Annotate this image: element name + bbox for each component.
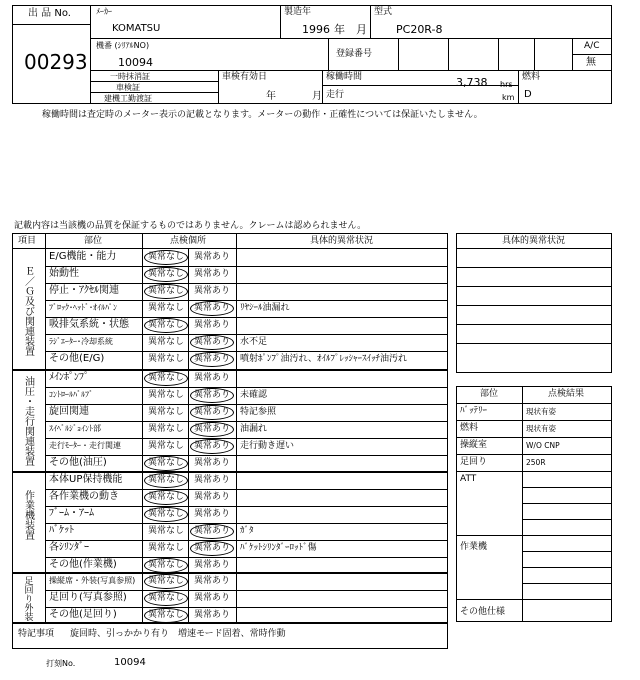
year-value: 1996 [302,23,330,36]
selection-circle [144,490,188,505]
selection-circle [144,473,188,488]
option-abnormal: 異常あり [194,593,231,603]
selection-circle [144,591,188,606]
option-normal: 異常なし [148,441,185,451]
notice-quality: 記載内容は当該機の品質を保証するものではありません。クレームは認められません。 [14,221,367,231]
option-abnormal: 異常あり [194,373,231,383]
hours-label: 稼働時間 [326,72,363,82]
option-normal: 異常なし [148,269,185,279]
month-unit: 月 [356,23,367,36]
option-normal: 異常なし [148,390,185,400]
right-top-header: 具体的異常状況 [502,236,566,246]
selection-circle [190,439,234,454]
work-label: 作業機 [460,542,488,552]
result-header-part: 部位 [480,389,499,399]
group-label-hydraulic: 油圧・走行関連装置 [22,376,34,466]
option-abnormal: 異常あり [194,303,231,313]
selection-circle [190,541,234,556]
option-abnormal: 異常あり [194,337,231,347]
result-value-undercarriage: 250R [526,458,546,467]
option-normal: 異常なし [148,320,185,330]
selection-circle [144,558,188,573]
option-abnormal: 異常あり [194,441,231,451]
right-detail-box [456,233,612,373]
row-part: ﾊﾞｹｯﾄ [49,525,74,536]
row-part: ｺﾝﾄﾛｰﾙﾊﾞﾙﾌﾞ [49,390,93,399]
fuel-value: D [524,89,532,100]
option-normal: 異常なし [148,560,185,570]
row-part: その他(E/G) [49,353,105,364]
result-part-undercarriage: 足回り [460,457,488,467]
maker-label: ﾒｰｶｰ [96,7,112,16]
selection-circle [190,405,234,420]
header-part: 部位 [84,236,103,246]
group-label-undercarriage: 足回り外装 [22,576,33,621]
option-abnormal: 異常あり [194,390,231,400]
option-abnormal: 異常あり [194,560,231,570]
model-label: 型式 [374,7,393,17]
option-normal: 異常なし [148,354,185,364]
result-part-cab: 操縦室 [460,440,488,450]
row-part: 旋回関連 [49,406,89,417]
selection-circle [190,352,234,367]
row-part: ﾗｼﾞｴｰﾀｰ･冷却系統 [49,337,113,346]
option-normal: 異常なし [148,286,185,296]
result-value-battery: 現状有姿 [526,407,556,416]
option-normal: 異常なし [148,337,185,347]
selection-circle [190,524,234,539]
maker-value: KOMATSU [112,23,161,34]
selection-circle [144,574,188,589]
selection-circle [144,318,188,333]
header-item: 項目 [18,236,37,246]
option-normal: 異常なし [148,458,185,468]
inspection-year-unit: 年 [266,91,276,102]
result-part-fuel: 燃料 [460,423,479,433]
row-detail: 油漏れ [240,424,268,434]
row-part: 吸排気系統・状態 [49,319,129,330]
row-part: その他(足回り) [49,609,117,620]
option-normal: 異常なし [148,373,185,383]
temp-cancel-label: 一時抹消証 [110,72,150,81]
notice-hours: 稼働時間は査定時のメーター表示の記載となります。メーターの動作・正確性については保証いたしません。 [42,110,483,120]
selection-circle [190,335,234,350]
row-part: 走行ﾓｰﾀｰ・走行関連 [49,441,121,450]
serial-value: 10094 [118,56,153,69]
group-label-engine: Ｅ／Ｇ及び関連装置 [22,266,34,356]
row-part: 各作業機の動き [49,491,119,502]
row-part: 始動性 [49,268,79,279]
selection-circle [190,301,234,316]
option-abnormal: 異常あり [194,354,231,364]
row-part: ﾌﾞｰﾑ・ｱｰﾑ [49,508,94,519]
row-detail: 走行動き遅い [240,441,295,451]
travel-label: 走行 [326,90,345,100]
stamp-value: 10094 [114,657,146,668]
serial-label: 機番 (ｼﾘｱﾙNO) [96,41,150,50]
lot-label: 出 品 No. [28,8,71,19]
option-abnormal: 異常あり [194,576,231,586]
lot-number: 00293 [24,50,88,74]
option-abnormal: 異常あり [194,543,231,553]
option-abnormal: 異常あり [194,424,231,434]
option-abnormal: 異常あり [194,458,231,468]
option-abnormal: 異常あり [194,526,231,536]
option-abnormal: 異常あり [194,407,231,417]
row-detail: 水不足 [240,337,268,347]
header-block [12,5,612,104]
remarks-text: 旋回時、引っかかり有り 増速モード固着、常時作動 [70,629,286,639]
option-normal: 異常なし [148,543,185,553]
row-detail: ﾊﾞｹｯﾄｼﾘﾝﾀﾞｰﾛｯﾄﾞ傷 [240,543,317,553]
result-part-battery: ﾊﾞｯﾃﾘｰ [460,406,488,416]
construction-cert-label: 建機工勤渡証 [104,94,152,103]
option-abnormal: 異常あり [194,286,231,296]
hours-value: 3,738 [456,76,488,89]
inspection-valid-label: 車検有効日 [222,72,268,82]
option-normal: 異常なし [148,475,185,485]
option-abnormal: 異常あり [194,320,231,330]
option-abnormal: 異常あり [194,509,231,519]
option-normal: 異常なし [148,303,185,313]
km-unit: km [502,93,515,102]
option-normal: 異常なし [148,509,185,519]
option-abnormal: 異常あり [194,610,231,620]
ac-label: A/C [584,41,600,51]
row-part: 足回り(写真参照) [49,592,127,603]
option-abnormal: 異常あり [194,475,231,485]
row-part: ｽｲﾍﾞﾙｼﾞｮｲﾝﾄ部 [49,424,101,433]
option-abnormal: 異常あり [194,492,231,502]
selection-circle [190,388,234,403]
option-normal: 異常なし [148,526,185,536]
selection-circle [144,608,188,623]
att-label: ATT [460,474,477,484]
year-unit: 年 [334,23,345,36]
row-part: その他(油圧) [49,457,107,468]
option-abnormal: 異常あり [194,252,231,262]
row-part: 本体UP保持機能 [49,474,123,485]
row-detail: ﾘﾔｼｰﾙ油漏れ [240,303,290,313]
option-normal: 異常なし [148,424,185,434]
row-part: 各ｼﾘﾝﾀﾞｰ [49,542,89,553]
hours-unit: hrs [500,80,513,89]
header-point: 点検個所 [170,236,207,246]
row-detail: ｶﾞﾀ [240,526,254,536]
row-detail: 特記参照 [240,407,277,417]
row-detail: 未確認 [240,390,268,400]
selection-circle [144,284,188,299]
row-part: 停止・ｱｸｾﾙ関連 [49,285,119,296]
year-label: 製造年 [284,7,312,17]
fuel-label: 燃料 [522,72,541,82]
selection-circle [144,250,188,265]
option-normal: 異常なし [148,492,185,502]
row-part: 操縦席・外装(写真参照) [49,576,136,585]
model-value: PC20R-8 [396,23,443,36]
row-part: ﾌﾞﾛｯｸ･ﾍｯﾄﾞ･ｵｲﾙﾊﾟﾝ [49,303,117,312]
result-value-fuel: 現状有姿 [526,424,556,433]
option-normal: 異常なし [148,407,185,417]
remarks-label: 特記事項 [18,629,55,639]
option-normal: 異常なし [148,593,185,603]
selection-circle [144,507,188,522]
row-part: ﾒｲﾝﾎﾟﾝﾌﾟ [49,372,89,383]
result-table [456,386,612,622]
selection-circle [144,456,188,471]
option-abnormal: 異常あり [194,269,231,279]
option-normal: 異常なし [148,252,185,262]
other-spec-label: その他仕様 [460,607,506,617]
ac-value: 無 [586,57,596,68]
row-part: その他(作業機) [49,559,117,570]
result-header-result: 点検結果 [548,389,585,399]
group-label-work: 作業機装置 [22,490,34,540]
stamp-label: 打刻No. [46,659,76,668]
option-normal: 異常なし [148,610,185,620]
inspection-month-unit: 月 [312,91,322,102]
row-detail: 噴射ﾎﾟﾝﾌﾟ油汚れ、ｵｲﾙﾌﾟﾚｯｼｬｰｽｲｯﾁ油汚れ [240,354,408,364]
selection-circle [144,371,188,386]
row-part: E/G機能・能力 [49,251,117,262]
result-value-cab: W/O CNP [526,441,560,450]
selection-circle [144,267,188,282]
selection-circle [190,422,234,437]
option-normal: 異常なし [148,576,185,586]
inspection-cert-label: 車検証 [116,83,140,92]
header-detail: 具体的異常状況 [310,236,374,246]
reg-label: 登録番号 [336,49,373,59]
